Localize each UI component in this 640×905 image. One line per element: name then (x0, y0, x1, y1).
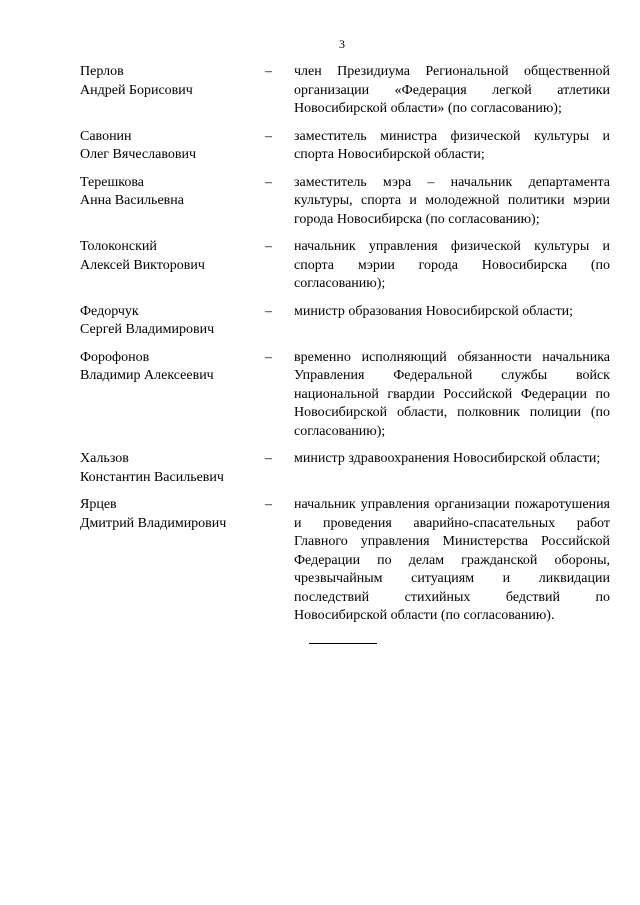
member-given-names: Сергей Владимирович (80, 322, 215, 337)
member-given-names: Андрей Борисович (80, 82, 193, 98)
member-surname: Терешкова (80, 174, 144, 190)
dash-separator: – (265, 303, 272, 319)
member-given-names: Анна Васильевна (80, 193, 184, 208)
member-name (80, 303, 265, 340)
page-number: 3 (339, 37, 345, 51)
list-item (80, 349, 610, 442)
member-given-names: Константин Васильевич (80, 469, 224, 485)
member-name (80, 63, 265, 100)
member-name (80, 174, 265, 211)
member-role: министр образования Новосибирской области; (294, 303, 573, 319)
member-surname: Хальзов (80, 451, 129, 466)
member-role: член Президиума Региональной общественной организации «Федерация легкой атлетики Новосибирской области» (по согласованию); (294, 64, 610, 116)
member-name (80, 349, 265, 386)
dash-separator: – (265, 349, 272, 365)
member-surname: Форофонов (80, 349, 150, 365)
member-surname: Федорчук (80, 303, 139, 319)
member-name (80, 238, 265, 275)
dash-separator: – (265, 174, 272, 190)
list-item (80, 63, 610, 119)
end-of-document-rule (309, 643, 377, 644)
member-name (80, 128, 265, 165)
list-item (80, 450, 610, 487)
member-surname: Перлов (80, 64, 124, 79)
member-surname: Толоконский (80, 239, 157, 254)
member-role: министр здравоохранения Новосибирской области; (294, 451, 601, 466)
member-role: заместитель министра физической культуры и спорта Новосибирской области; (294, 128, 610, 162)
member-given-names: Владимир Алексеевич (80, 368, 214, 383)
list-item (80, 496, 610, 626)
member-role: начальник управления организации пожаротушения и проведения аварийно-спасательных работ Главного управления Министерства Российской Федерации по делам гражданской обороны, чрезвычайным ситуациям и ликвидации последствий стихийных бедствий по Новосибирской области (по согласованию). (294, 497, 610, 623)
list-item (80, 128, 610, 165)
member-surname: Ярцев (80, 497, 117, 512)
member-surname: Савонин (80, 128, 132, 144)
dash-separator: – (265, 497, 272, 512)
dash-separator: – (265, 128, 272, 144)
member-name (80, 450, 265, 487)
list-item (80, 238, 610, 294)
list-item (80, 303, 610, 340)
member-role: начальник управления физической культуры и спорта мэрии города Новосибирска (по согласованию); (294, 239, 610, 291)
member-role: временно исполняющий обязанности начальника Управления Федеральной службы войск национальной гвардии Российской Федерации по Новосибирской области, полковник полиции (по согласованию); (294, 349, 610, 439)
member-given-names: Дмитрий Владимирович (80, 515, 227, 531)
dash-separator: – (265, 451, 272, 466)
dash-separator: – (265, 64, 272, 79)
list-item (80, 174, 610, 230)
member-role: заместитель мэра – начальник департамента культуры, спорта и молодежной политики мэрии города Новосибирска (по согласованию); (294, 174, 610, 227)
member-given-names: Алексей Викторович (80, 257, 205, 273)
member-name (80, 496, 265, 533)
member-given-names: Олег Вячеславович (80, 147, 197, 162)
member-list (80, 63, 610, 635)
dash-separator: – (265, 239, 272, 254)
